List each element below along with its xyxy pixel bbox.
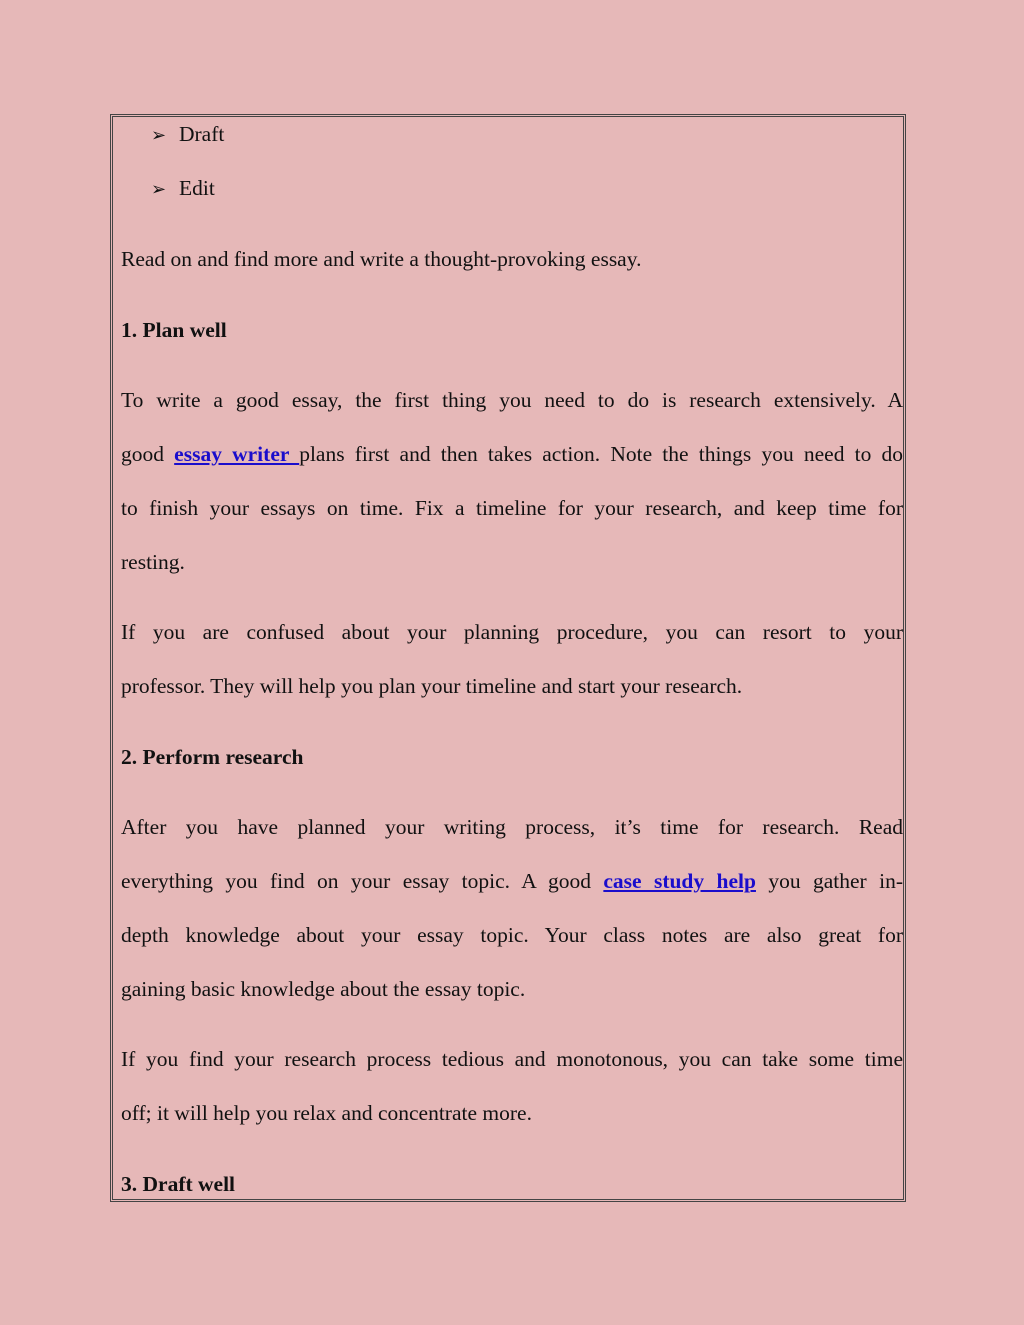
bullet-edit: [151, 173, 215, 203]
bullet-text: Edit: [179, 176, 215, 200]
section-heading-draft-well: 3. Draft well: [121, 1172, 236, 1196]
paragraph-line: [121, 865, 903, 897]
paragraph-line: gaining basic knowledge about the essay topic.: [121, 977, 526, 1001]
arrow-bullet-icon: ➢: [151, 179, 167, 200]
section-heading-perform-research: 2. Perform research: [121, 745, 304, 769]
text-span: good: [121, 442, 175, 466]
case-study-help-link[interactable]: case study help: [603, 869, 756, 893]
paragraph-line: professor. They will help you plan your timeline and start your research.: [121, 674, 743, 698]
paragraph-line: To write a good essay, the first thing you need to do is research extensively. A: [121, 388, 903, 412]
text-span: plans first and then takes action. Note the things you need to do: [299, 442, 904, 466]
bullet-draft: [151, 119, 224, 149]
text-span: everything you find on your essay topic. A good: [121, 869, 604, 893]
section-heading-plan-well: 1. Plan well: [121, 318, 227, 342]
paragraph-line: depth knowledge about your essay topic. Your class notes are also great for: [121, 923, 903, 947]
paragraph-line: [121, 438, 903, 470]
paragraph-line: If you find your research process tedious and monotonous, you can take some time: [121, 1047, 903, 1071]
paragraph-line: If you are confused about your planning procedure, you can resort to your: [121, 620, 903, 644]
arrow-bullet-icon: ➢: [151, 125, 167, 146]
intro-paragraph: Read on and find more and write a thought-provoking essay.: [121, 247, 642, 271]
paragraph-line: After you have planned your writing process, it’s time for research. Read: [121, 815, 903, 839]
essay-writer-link[interactable]: essay writer: [174, 442, 300, 466]
paragraph-line: off; it will help you relax and concentrate more.: [121, 1101, 532, 1125]
bullet-text: Draft: [179, 122, 225, 146]
page-border: [110, 114, 906, 1202]
text-span: you gather in-: [755, 869, 903, 893]
paragraph-line: to finish your essays on time. Fix a timeline for your research, and keep time for: [121, 496, 903, 520]
paragraph-line: resting.: [121, 550, 185, 574]
